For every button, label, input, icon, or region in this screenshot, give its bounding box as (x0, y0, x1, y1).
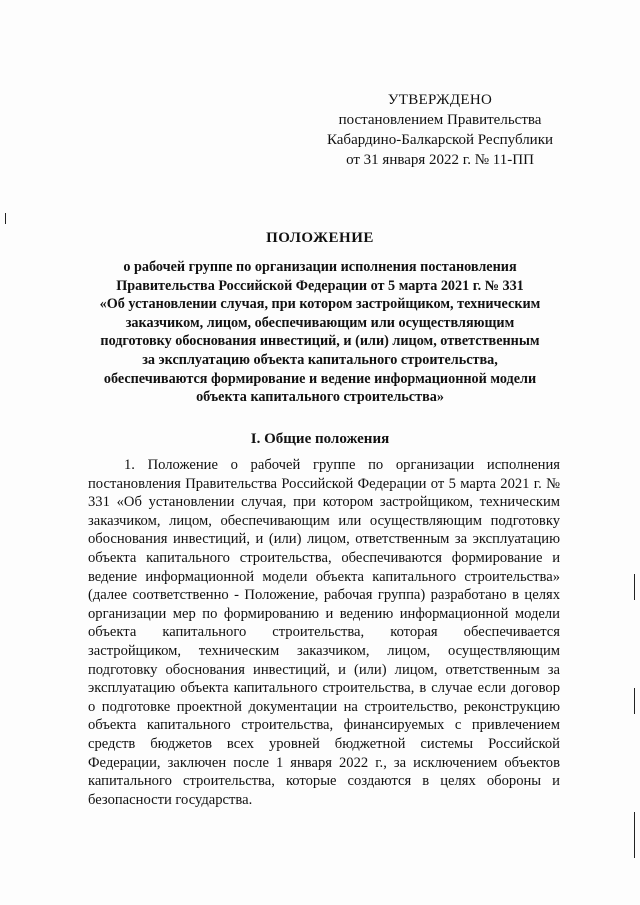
subtitle-line: подготовку обоснования инвестиций, и (или) лицом, ответственным (100, 333, 540, 350)
scan-margin-mark (5, 213, 6, 224)
document-title: ПОЛОЖЕНИЕ (266, 230, 374, 246)
paragraph-1: 1. Положение о рабочей группе по организации исполнения постановления Правительства Российской Федерации от 5 марта 2021 г. № 331 «Об установлении случая, при котором застройщиком, техническим заказчиком, лицом, обеспечивающим или осуществляющим подготовку обоснования инвестиций, и (или) лицом, ответственным за эксплуатацию объекта капитального строительства, обеспечиваются формирование и ведение информационной модели объекта капитального строительства» (далее соответственно - Положение, рабочая группа) разработано в целях организации мер по формированию и ведению информационной модели объекта капитального строительства, которая обеспечивается застройщиком, техническим заказчиком, лицом, осуществляющим подготовку обоснования инвестиций, и (или) лицом, ответственным за эксплуатацию объекта капитального строительства, в случае если договор о подготовке проектной документации на строительство, реконструкцию объекта капитального строительства, финансируемых с привлечением средств бюджетов всех уровней бюджетной системы Российской Федерации, заключен после 1 января 2022 г., за исключением объектов капитального строительства, которые создаются в целях обороны и безопасности государства. (88, 457, 560, 808)
approval-heading: УТВЕРЖДЕНО (387, 92, 493, 108)
subtitle-line: заказчиком, лицом, обеспечивающим или осуществляющим (125, 314, 515, 331)
scan-margin-mark (634, 574, 635, 600)
approval-line-3: от 31 января 2022 г. № 11-ПП (346, 152, 534, 168)
scan-margin-mark (634, 688, 635, 714)
subtitle-line: о рабочей группе по организации исполнения постановления (123, 259, 517, 275)
subtitle-line: Правительства Российской Федерации от 5 марта 2021 г. № 331 (116, 277, 524, 294)
subtitle-line: обеспечиваются формирование и ведение информационной модели (103, 370, 537, 387)
scan-margin-mark (634, 812, 635, 858)
subtitle-line: «Об установлении случая, при котором застройщиком, техническим (99, 296, 541, 313)
subtitle-line: за эксплуатацию объекта капитального строительства, (142, 351, 498, 368)
document-subtitle (82, 258, 558, 407)
approval-stamp (320, 90, 560, 170)
approval-line-1: постановлением Правительства (338, 112, 542, 128)
subtitle-line: объекта капитального строительства» (196, 389, 444, 406)
section-heading: I. Общие положения (250, 431, 390, 447)
approval-line-2: Кабардино-Балкарской Республики (326, 132, 554, 148)
